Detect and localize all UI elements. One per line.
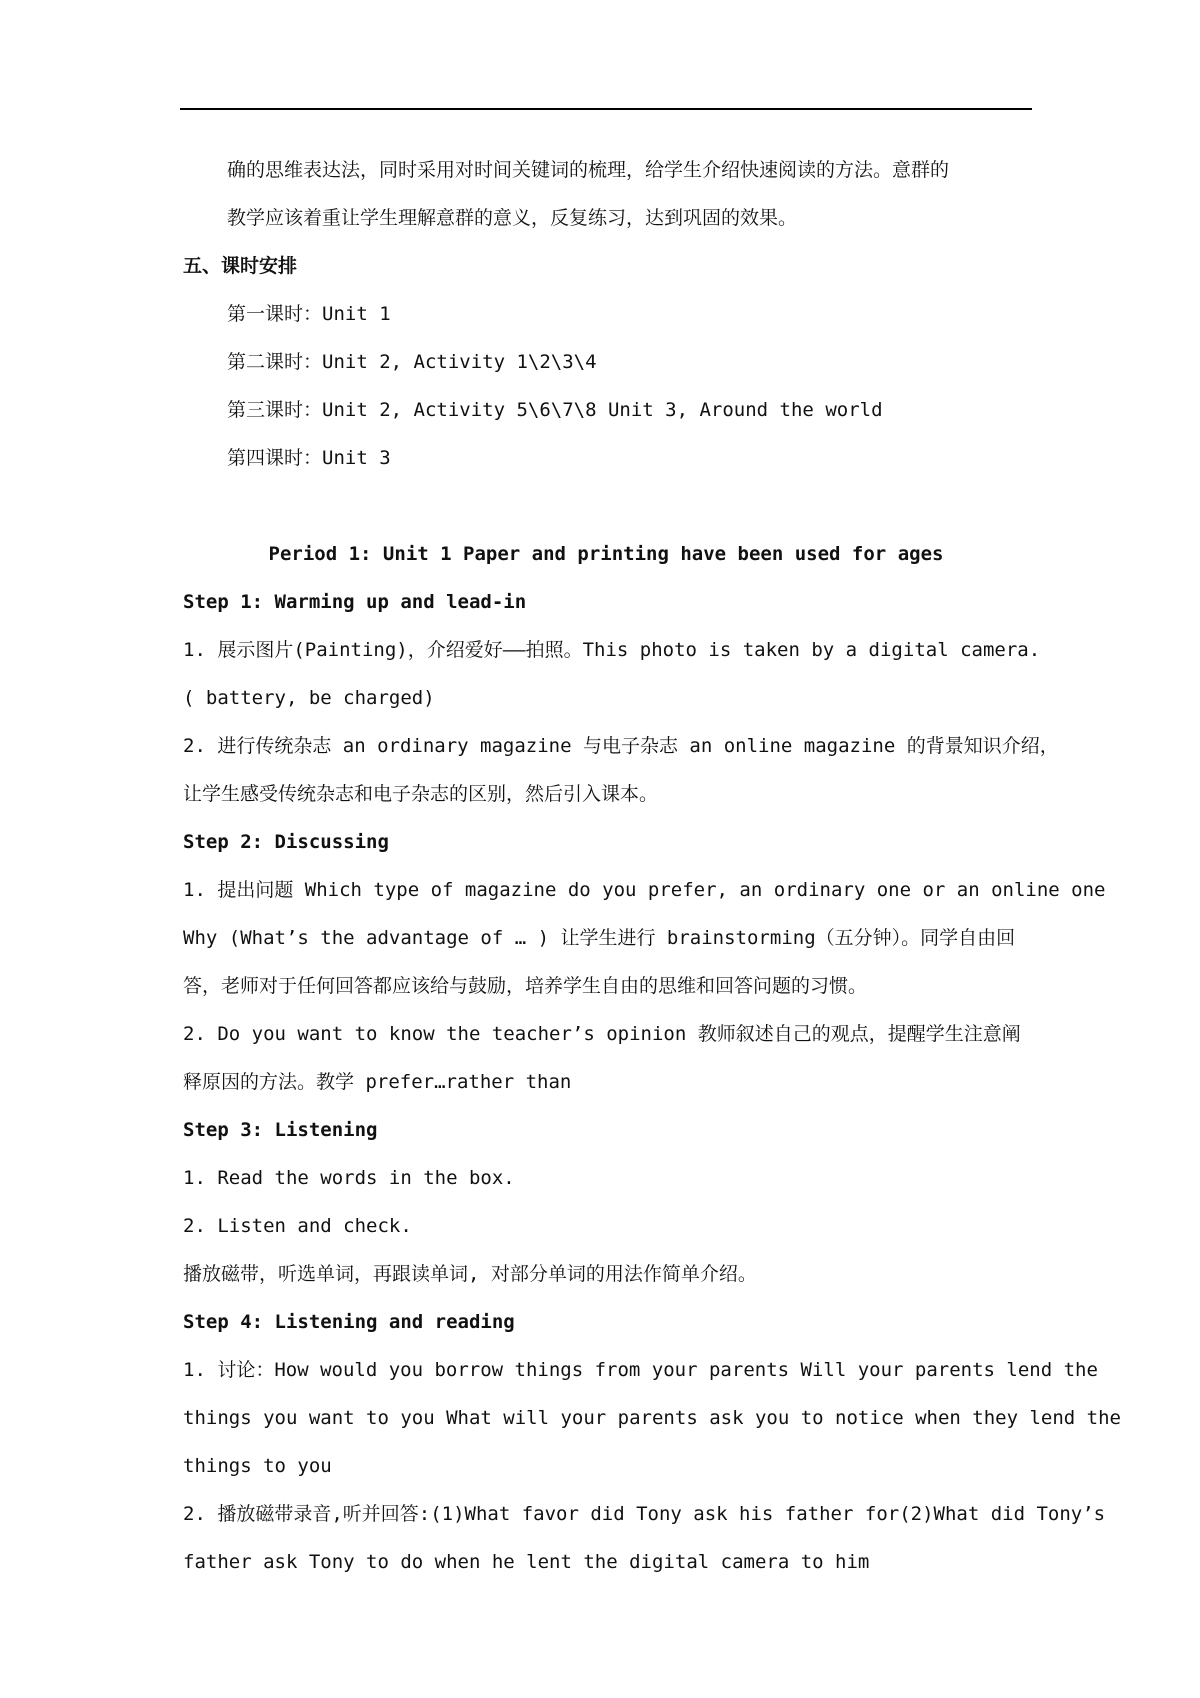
header-rule [180,108,1032,110]
paragraph-line: 2. 播放磁带录音,听并回答:(1)What favor did Tony ask his father for(2)What did Tony’s [183,1503,1106,1525]
paragraph-line: father ask Tony to do when he lent the digital camera to him [183,1551,870,1573]
paragraph-line: 释原因的方法。教学 prefer…rather than [183,1071,572,1093]
paragraph-line: Why (What’s the advantage of … ) 让学生进行 brainstorming（五分钟）。同学自由回 [183,927,1016,949]
step-heading: Step 3: Listening [183,1119,378,1141]
schedule-item: 第一课时：Unit 1 [227,303,391,325]
paragraph-line: 让学生感受传统杂志和电子杂志的区别，然后引入课本。 [183,783,659,805]
step-heading: Step 1: Warming up and lead-in [183,591,527,613]
paragraph-line: 答，老师对于任何回答都应该给与鼓励，培养学生自由的思维和回答问题的习惯。 [183,975,868,997]
paragraph-line: 播放磁带，听选单词，再跟读单词, 对部分单词的用法作简单介绍。 [183,1263,757,1285]
schedule-item: 第二课时：Unit 2, Activity 1\2\3\4 [227,351,597,373]
paragraph-line: things to you [183,1455,332,1477]
paragraph-line: 1. Read the words in the box. [183,1167,515,1189]
step-heading: Step 4: Listening and reading [183,1311,515,1333]
period-title: Period 1: Unit 1 Paper and printing have been used for ages [268,543,944,565]
paragraph-line: 教学应该着重让学生理解意群的意义，反复练习，达到巩固的效果。 [227,207,798,229]
paragraph-line: 1. 展示图片(Painting)，介绍爱好——拍照。This photo is taken by a digital camera. [183,639,1041,661]
step-heading: Step 2: Discussing [183,831,389,853]
paragraph-line: 2. 进行传统杂志 an ordinary magazine 与电子杂志 an online magazine 的背景知识介绍， [183,735,1059,757]
schedule-item: 第三课时：Unit 2, Activity 5\6\7\8 Unit 3, Around the world [227,399,883,421]
section-heading: 五、课时安排 [183,255,298,277]
paragraph-line: 2. Listen and check. [183,1215,412,1237]
paragraph-line: ( battery, be charged) [183,687,435,709]
paragraph-line: 确的思维表达法，同时采用对时间关键词的梳理，给学生介绍快速阅读的方法。意群的 [227,159,950,181]
paragraph-line: 1. 提出问题 Which type of magazine do you prefer, an ordinary one or an online one [183,879,1106,901]
paragraph-line: 2. Do you want to know the teacher’s opinion 教师叙述自己的观点，提醒学生注意阐 [183,1023,1021,1045]
paragraph-line: things you want to you What will your parents ask you to notice when they lend the [183,1407,1121,1429]
paragraph-line: 1. 讨论：How would you borrow things from your parents Will your parents lend the [183,1359,1098,1381]
schedule-item: 第四课时：Unit 3 [227,447,391,469]
